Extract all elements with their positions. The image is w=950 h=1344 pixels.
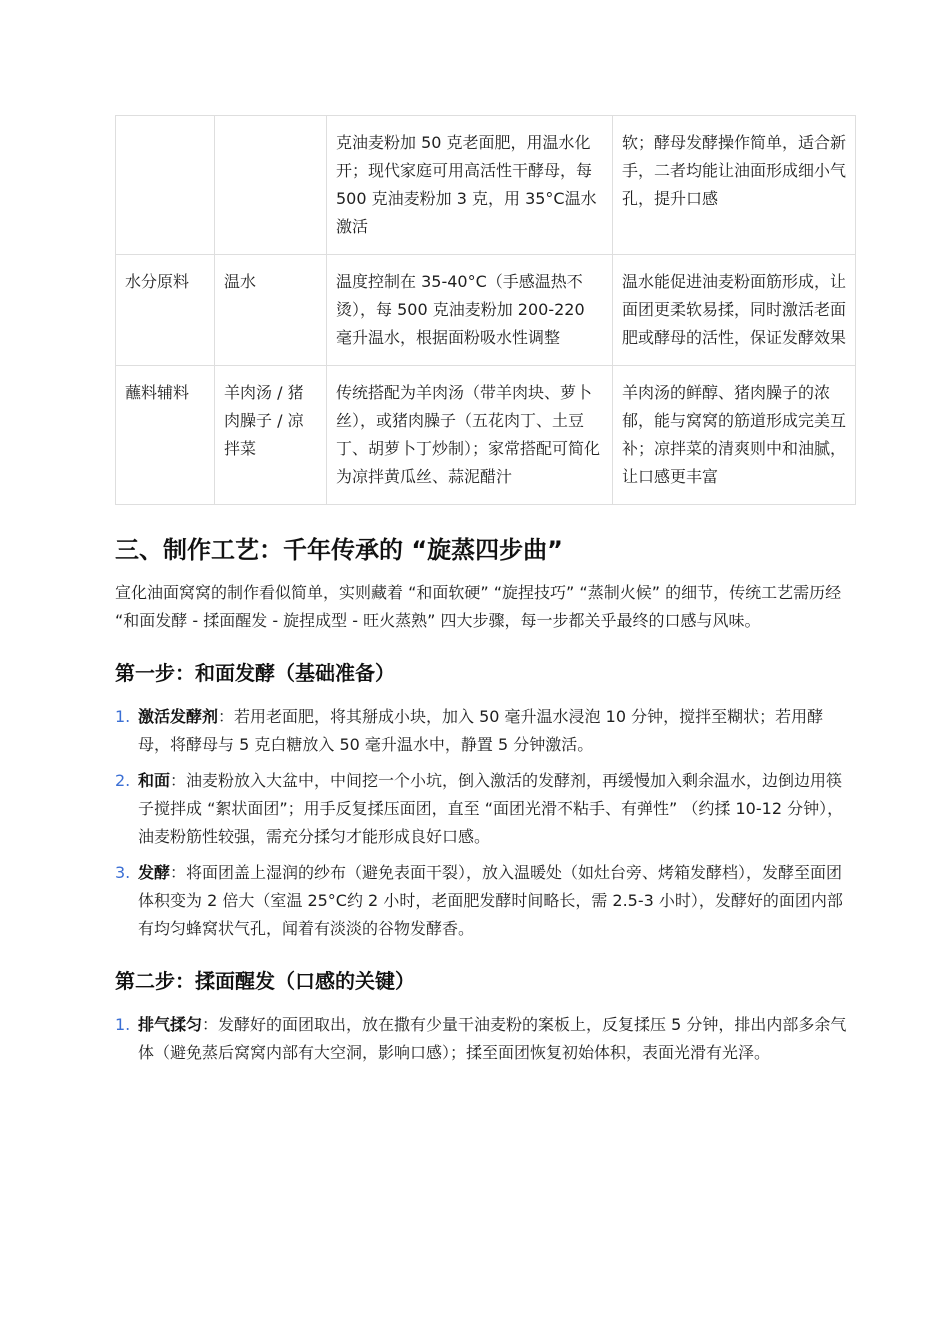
table-cell-category: 水分原料 [116,255,215,366]
table-cell-effect: 软；酵母发酵操作简单，适合新手，二者均能让油面形成细小气孔，提升口感 [613,116,856,255]
section-intro: 宣化油面窝窝的制作看似简单，实则藏着 “和面软硬” “旋捏技巧” “蒸制火候” 的细节，传统工艺需历经 “和面发酵 - 揉面醒发 - 旋捏成型 - 旺火蒸熟” 四大步骤，每一步都关乎最终的口感与风味。 [115,583,842,630]
list-number: 2. [115,771,131,790]
table-cell-category [116,116,215,255]
table-cell-effect: 羊肉汤的鲜醇、猪肉臊子的浓郁，能与窝窝的筋道形成完美互补；凉拌菜的清爽则中和油腻，让口感更丰富 [613,366,856,505]
list-item-text: ：若用老面肥，将其掰成小块，加入 50 毫升温水浸泡 10 分钟，搅拌至糊状；若用酵母，将酵母与 5 克白糖放入 50 毫升温水中，静置 5 分钟激活。 [138,707,824,754]
table-cell-method: 温度控制在 35-40°C（手感温热不烫），每 500 克油麦粉加 200-220 毫升温水，根据面粉吸水性调整 [327,255,613,366]
list-item-text: ：发酵好的面团取出，放在撒有少量干油麦粉的案板上，反复揉压 5 分钟，排出内部多余气体（避免蒸后窝窝内部有大空洞，影响口感）；揉至面团恢复初始体积，表面光滑有光泽。 [138,1015,847,1062]
list-item-label: 激活发酵剂 [138,707,219,726]
step-1-heading: 第一步：和面发酵（基础准备） [115,661,395,685]
table-row [116,366,856,505]
list-item [115,859,855,943]
list-item-text: ：将面团盖上湿润的纱布（避免表面干裂），放入温暖处（如灶台旁、烤箱发酵档），发酵至面团体积变为 2 倍大（室温 25°C约 2 小时，老面肥发酵时间略长，需 2.5-3 小时），发酵好的面团内部有均匀蜂窝状气孔，闻着有淡淡的谷物发酵香。 [138,863,843,938]
table-cell-effect: 温水能促进油麦粉面筋形成，让面团更柔软易揉，同时激活老面肥或酵母的活性，保证发酵效果 [613,255,856,366]
table-cell-item: 羊肉汤 / 猪肉臊子 / 凉拌菜 [215,366,327,505]
list-item-text: ：油麦粉放入大盆中，中间挖一个小坑，倒入激活的发酵剂，再缓慢加入剩余温水，边倒边用筷子搅拌成 “絮状面团”；用手反复揉压面团，直至 “面团光滑不粘手、有弹性” （约揉 10-12 分钟），油麦粉筋性较强，需充分揉匀才能形成良好口感。 [138,771,844,846]
step-2-list [115,1011,855,1067]
list-item-label: 发酵 [138,863,171,882]
step-1-list [115,703,855,943]
list-number: 1. [115,1015,131,1034]
table-row [116,255,856,366]
document-page [115,115,855,1075]
list-number: 1. [115,707,131,726]
table-cell-method: 传统搭配为羊肉汤（带羊肉块、萝卜丝），或猪肉臊子（五花肉丁、土豆丁、胡萝卜丁炒制）；家常搭配可简化为凉拌黄瓜丝、蒜泥醋汁 [327,366,613,505]
step-2-heading: 第二步：揉面醒发（口感的关键） [115,969,415,993]
section-heading: 三、制作工艺：千年传承的 “旋蒸四步曲” [115,536,563,564]
ingredient-table [115,115,856,505]
list-item-label: 排气揉匀 [138,1015,203,1034]
table-cell-item: 温水 [215,255,327,366]
list-item-label: 和面 [138,771,171,790]
table-cell-method: 克油麦粉加 50 克老面肥，用温水化开；现代家庭可用高活性干酵母，每 500 克油麦粉加 3 克，用 35°C温水激活 [327,116,613,255]
table-cell-item [215,116,327,255]
list-item [115,767,855,851]
list-item [115,1011,855,1067]
table-cell-category: 蘸料辅料 [116,366,215,505]
table-row [116,116,856,255]
list-item [115,703,855,759]
list-number: 3. [115,863,131,882]
